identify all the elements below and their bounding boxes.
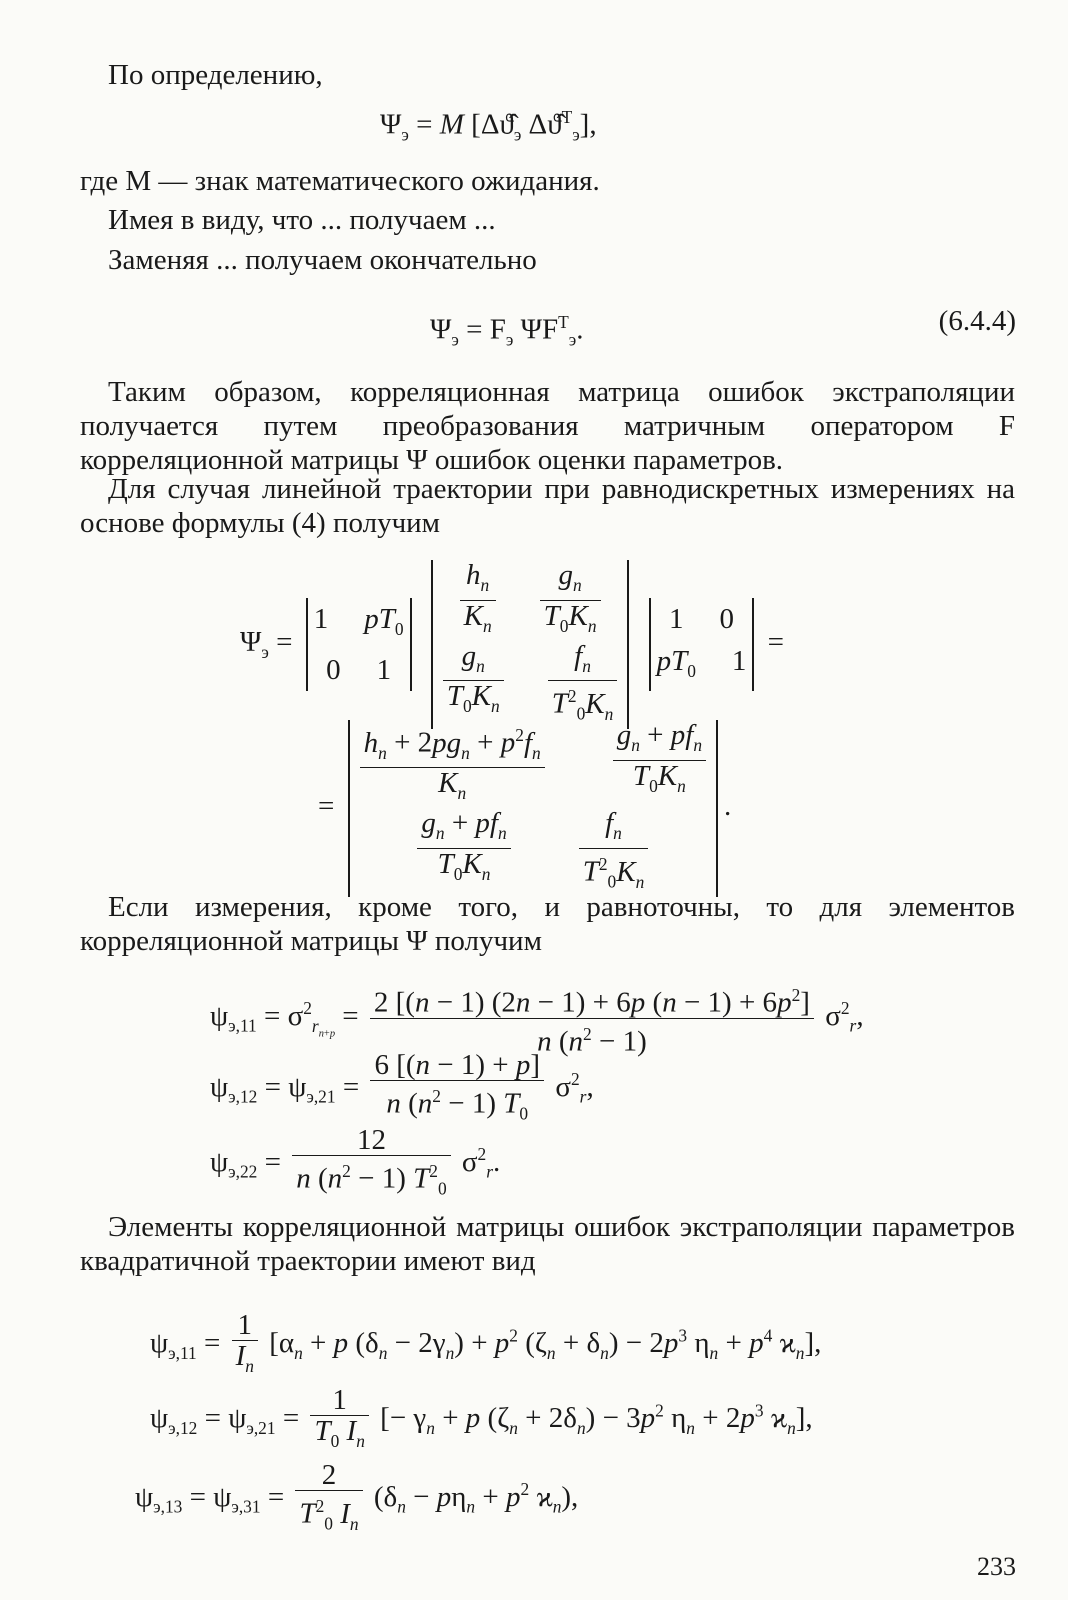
equation-psi-11-linear: $\psi_{э,11} = \sigma^2_{r_{n+p}}$ = $\frac{2 [(n - 1) (2n - 1) + 6p (n - 1) + 6p^2]}{n (n^2 - 1)}$ $\sigma^2_r$,	[210, 980, 864, 1056]
equation-psi-12-linear: $\psi_{э,12} = \psi_{э,21}$ = $\frac{6 [(n - 1) + p]}{n (n^2 - 1) T_0}$ $\sigma^2_r$,	[210, 1049, 594, 1124]
page-number: 233	[977, 1552, 1016, 1581]
equation-linear-matrix-product: $\Psi_э$ = 1 $pT_0$ 0 1 $\frac{h_n}{K_n}$ $\frac{g_n}{T_0K_n}$ $\frac{g_n}{T_0K_n}$ $\frac{f_n}{T^2_0K_n}$ 1 0 $pT_0$ 1 =	[240, 560, 784, 729]
equation-psi-13-quadratic: $\psi_{э,13} = \psi_{э,31}$ = $\frac{2}{T^2_0 I_n}$ ($\delta_n - p\eta_n + p^2$ $ϰ_n$),	[135, 1459, 579, 1534]
equation-linear-result: = $\frac{h_n + 2pg_n + p^2f_n}{K_n}$ $\frac{g_n + pf_n}{T_0K_n}$ $\frac{g_n + pf_n}{T_0K_n}$ $\frac{f_n}{T^2_0K_n}$ .	[318, 720, 731, 897]
paragraph-quadratic: Элементы корреляционной матрицы ошибок экстраполяции параметров квадратичной траектории имеют вид	[80, 1211, 1015, 1277]
paragraph-given: Имея в виду, что ... получаем ...	[108, 204, 496, 236]
paragraph-definition: По определению,	[108, 59, 323, 91]
equation-psi-12-quadratic: $\psi_{э,12} = \psi_{э,21}$ = $\frac{1}{T_0 I_n}$ [− $\gamma_n + p$ $(\zeta_n + 2\delta_n) - 3p^2$ $\eta_n + 2p^3$ $ϰ_n$],	[150, 1384, 813, 1451]
paragraph-linear: Для случая линейной траектории при равнодискретных измерениях на основе формулы (4) получим	[80, 473, 1015, 539]
paragraph-equal-accuracy: Если измерения, кроме того, и равноточны, то для элементов корреляционной матрицы Ψ получим	[80, 891, 1015, 957]
equation-psi-22-linear: $\psi_{э,22}$ = $\frac{12}{n (n^2 - 1) T^2_0}$ $\sigma^2_r$.	[210, 1124, 501, 1199]
equation-psi-definition: $\Psi_э = M$ [$\Delta ϑ̂_э$ Δϑ̂$^T_э$],	[380, 107, 597, 145]
paragraph-replacing: Заменяя ... получаем окончательно	[108, 244, 537, 276]
equation-6-4-4: $\Psi_э = F_э$ $\Psi F^T_э$.	[430, 312, 584, 350]
paragraph-thus: Таким образом, корреляционная матрица ошибок экстраполяции получается путем преобразования матричным оператором F корреляционной матрицы Ψ ошибок оценки параметров.	[80, 376, 1015, 476]
equation-psi-11-quadratic: $\psi_{э,11}$ = $\frac{1}{I_n}$ [$\alpha_n + p$ $(\delta_n - 2\gamma_n) + p^2$ $(\zeta_n + \delta_n) - 2p^3$ $\eta_n + p^4$ $ϰ_n$],	[150, 1309, 822, 1376]
paragraph-where-m: где M — знак математического ожидания.	[80, 165, 600, 197]
equation-number: (6.4.4)	[938, 305, 1016, 337]
